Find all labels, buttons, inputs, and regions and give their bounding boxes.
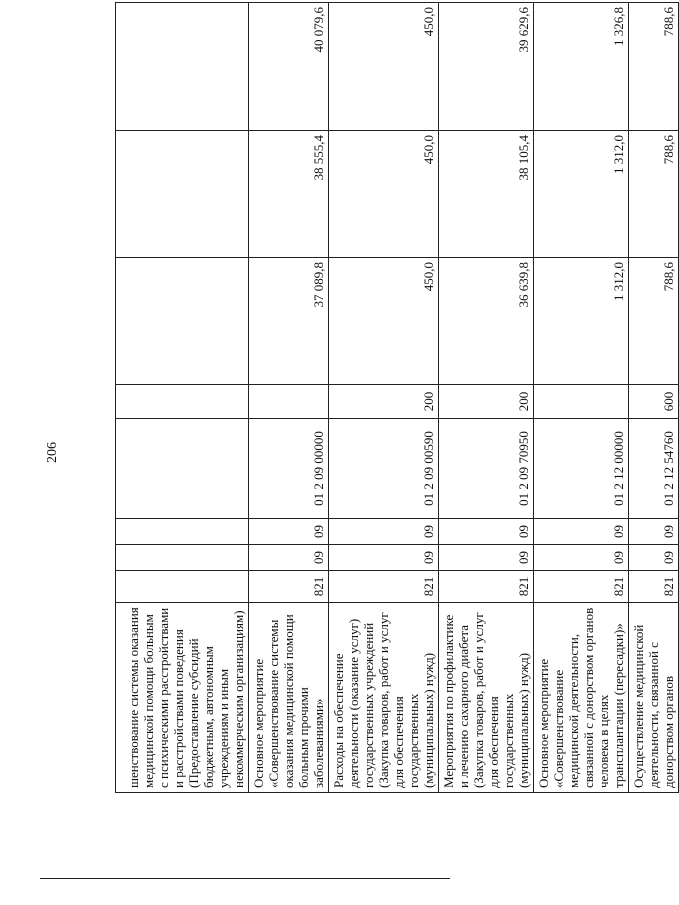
row-code: 821	[629, 571, 679, 603]
row-code: 821	[534, 571, 629, 603]
row-year1: 1 312,0	[534, 258, 629, 385]
table-row	[534, 3, 629, 793]
row-target: 01 2 09 70950	[439, 419, 534, 519]
budget-table	[115, 2, 679, 793]
row-section: 09	[249, 545, 329, 571]
row-year2: 1 312,0	[534, 131, 629, 258]
row-code: 821	[329, 571, 439, 603]
row-year2: 38 105,4	[439, 131, 534, 258]
row-description: Осуществление медицинской деятельности, связанной с донорством органов	[629, 603, 679, 793]
row-section: 09	[534, 545, 629, 571]
row-type	[249, 385, 329, 419]
row-subsection: 09	[249, 519, 329, 545]
row-section: 09	[329, 545, 439, 571]
row-type: 600	[629, 385, 679, 419]
row-description: Основное мероприятие «Совершенствование медицинской деятельности, связанной с донорством органов человека в целях трансплантации (пересадки)»	[534, 603, 629, 793]
footer-divider	[40, 878, 450, 879]
table-row	[329, 3, 439, 793]
table-row	[629, 3, 679, 793]
row-year1: 37 089,8	[249, 258, 329, 385]
page-number: 206	[45, 442, 60, 463]
row-year3: 1 326,8	[534, 3, 629, 131]
row-type: 200	[439, 385, 534, 419]
row-year3: 450,0	[329, 3, 439, 131]
row-year1	[116, 258, 249, 385]
row-year3: 40 079,6	[249, 3, 329, 131]
row-year1: 36 639,8	[439, 258, 534, 385]
table-row	[116, 3, 249, 793]
table-row	[439, 3, 534, 793]
row-description: шенствование системы оказания медицинской помощи больным с психическими расстройствами и расстройствами поведения (Предоставление субсидий бюджетным, автономным учреждениям и иным некоммерческим организациям)	[116, 603, 249, 793]
row-subsection: 09	[534, 519, 629, 545]
row-year2: 38 555,4	[249, 131, 329, 258]
row-year1: 788,6	[629, 258, 679, 385]
row-code: 821	[249, 571, 329, 603]
row-description: Мероприятия по профилактике и лечению сахарного диабета (Закупка товаров, работ и услуг для обеспечения государственных (муниципальных) нужд)	[439, 603, 534, 793]
rotated-page	[115, 3, 676, 793]
row-section: 09	[439, 545, 534, 571]
row-year1: 450,0	[329, 258, 439, 385]
row-year2: 788,6	[629, 131, 679, 258]
row-code	[116, 571, 249, 603]
row-type	[534, 385, 629, 419]
row-target: 01 2 12 00000	[534, 419, 629, 519]
row-section: 09	[629, 545, 679, 571]
row-year2	[116, 131, 249, 258]
row-target: 01 2 09 00000	[249, 419, 329, 519]
row-section	[116, 545, 249, 571]
row-target	[116, 419, 249, 519]
row-description: Расходы на обеспечение деятельности (оказание услуг) государственных учреждений (Закупка товаров, работ и услуг для обеспечения государственных (муниципальных) нужд)	[329, 603, 439, 793]
row-type: 200	[329, 385, 439, 419]
row-description: Основное мероприятие «Совершенствование системы оказания медицинской помощи больным прочими заболеваниями»	[249, 603, 329, 793]
row-target: 01 2 12 54760	[629, 419, 679, 519]
row-subsection: 09	[329, 519, 439, 545]
row-type	[116, 385, 249, 419]
row-target: 01 2 09 00590	[329, 419, 439, 519]
row-subsection: 09	[439, 519, 534, 545]
table-row	[249, 3, 329, 793]
row-year3: 788,6	[629, 3, 679, 131]
row-code: 821	[439, 571, 534, 603]
row-year2: 450,0	[329, 131, 439, 258]
row-subsection	[116, 519, 249, 545]
row-subsection: 09	[629, 519, 679, 545]
row-year3	[116, 3, 249, 131]
row-year3: 39 629,6	[439, 3, 534, 131]
